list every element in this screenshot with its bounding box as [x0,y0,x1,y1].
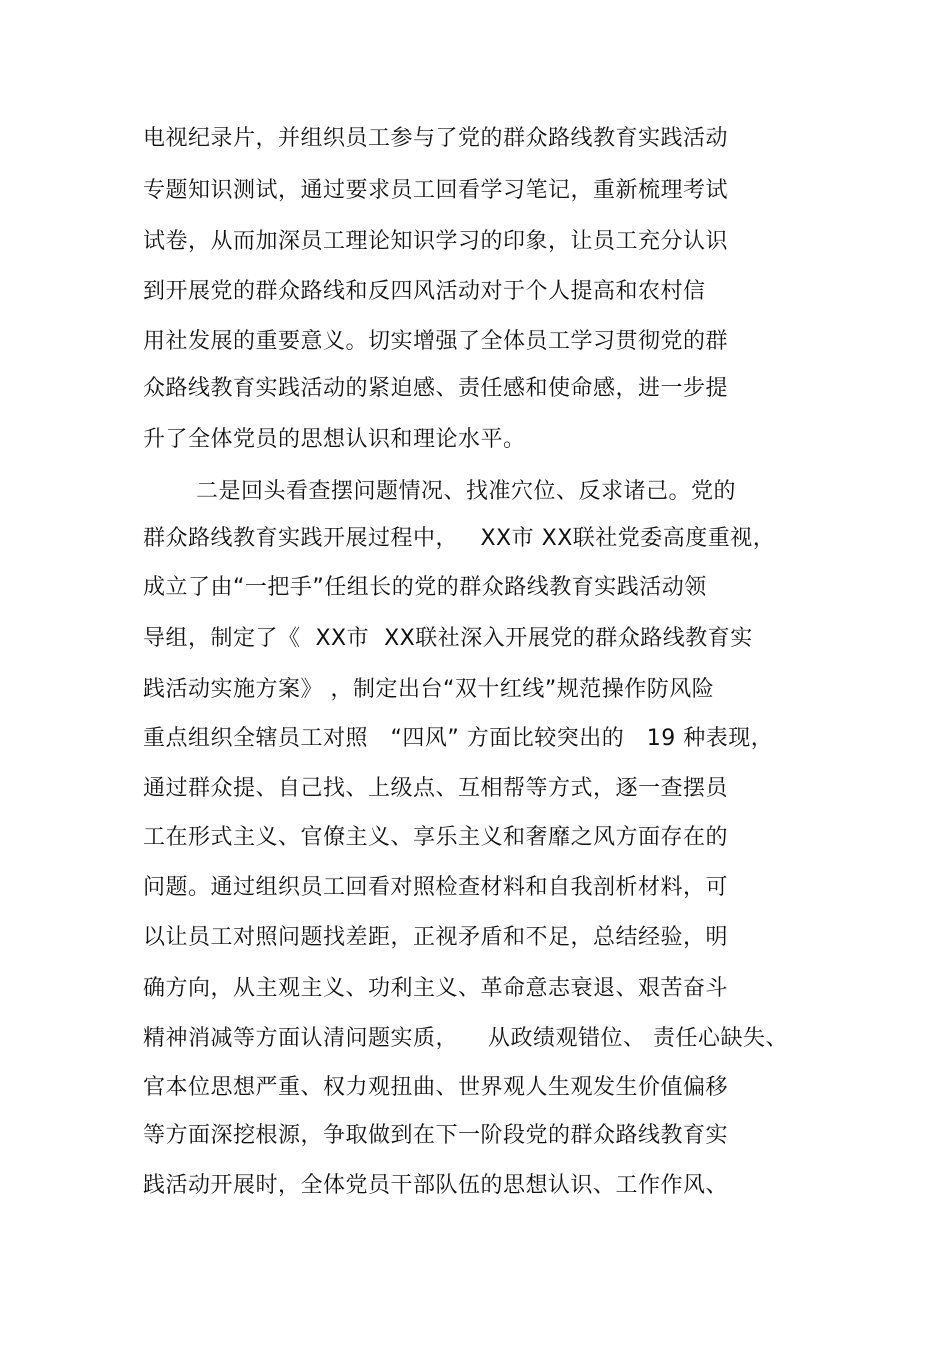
text-line: 等方面深挖根源，争取做到在下一阶段党的群众路线教育实 [143,1123,729,1148]
text-line: 试卷，从而加深员工理论知识学习的印象，让员工充分认识 [143,229,729,254]
text-line: 通过群众提、自己找、上级点、互相帮等方式，逐一查摆员 [143,776,729,801]
text-line: 践活动实施方案》 ，制定出台“双十红线”规范操作防风险 [143,677,715,702]
text-line: 成立了由“一把手”任组长的党的群众路线教育实践活动领 [143,575,707,600]
text-line: 官本位思想严重、权力观扭曲、世界观人生观发生价值偏移 [143,1075,729,1100]
text-line: 以让员工对照问题找差距，正视矛盾和不足，总结经验，明 [143,925,729,950]
text-line: 践活动开展时，全体党员干部队伍的思想认识、工作作风、 [143,1173,729,1198]
text-line: 精神消减等方面认清问题实质， 从政绩观错位、 责任心缺失、 [143,1026,788,1051]
text-line: 确方向，从主观主义、功利主义、革命意志衰退、艰苦奋斗 [143,976,729,1001]
text-line: 问题。通过组织员工回看对照检查材料和自我剖析材料，可 [143,875,729,900]
text-line: 群众路线教育实践开展过程中， XX市 XX联社党委高度重视， [143,526,776,551]
paragraph-first-line: 二是回头看查摆问题情况、找准穴位、反求诸己。党的 [196,479,737,504]
text-line: 导组，制定了《 XX市 XX联社深入开展党的群众路线教育实 [143,626,753,651]
text-line: 到开展党的群众路线和反四风活动对于个人提高和农村信 [143,279,706,304]
text-line: 众路线教育实践活动的紧迫感、责任感和使命感，进一步提 [143,376,729,401]
text-line: 专题知识测试，通过要求员工回看学习笔记，重新梳理考试 [143,178,729,203]
text-line: 用社发展的重要意义。切实增强了全体员工学习贯彻党的群 [143,329,729,354]
text-line: 电视纪录片，并组织员工参与了党的群众路线教育实践活动 [143,126,729,151]
text-line: 重点组织全辖员工对照 “四风” 方面比较突出的 19 种表现， [143,726,774,751]
text-line: 工在形式主义、官僚主义、享乐主义和奢靡之风方面存在的 [143,825,729,850]
text-line: 升了全体党员的思想认识和理论水平。 [143,427,526,452]
